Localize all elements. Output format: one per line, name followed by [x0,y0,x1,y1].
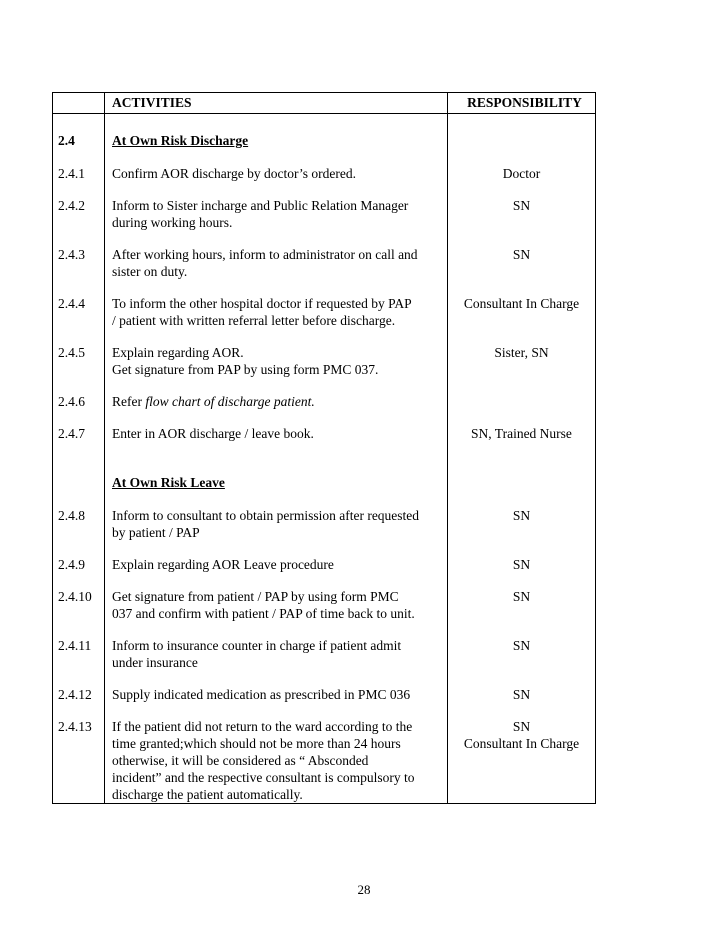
responsibility-text: Consultant In Charge [463,736,580,751]
activity-line: Get signature from patient / PAP by using form PMC [112,589,399,604]
responsibility-text: SN [512,638,531,653]
responsibility-cell [448,588,596,622]
table-row [53,556,596,573]
activity-line: Inform to consultant to obtain permission after requested [112,508,420,523]
section-title: At Own Risk Leave [105,474,448,491]
table-row [53,165,596,182]
responsibility-cell [448,507,596,541]
activity-line: during working hours. [112,215,233,230]
activity-text [105,393,448,410]
responsibility-cell [448,197,596,231]
activity-line: Inform to insurance counter in charge if patient admit [112,638,402,653]
activity-line: To inform the other hospital doctor if requested by PAP [112,296,412,311]
table-row [53,197,596,231]
activity-line: After working hours, inform to administrator on call and [112,247,418,262]
activity-line: Supply indicated medication as prescribed in PMC 036 [112,687,411,702]
table-row [53,425,596,442]
table-row [53,393,596,410]
activity-text [105,165,448,182]
section-number: 2.4 [53,132,105,149]
item-number: 2.4.2 [53,197,105,231]
page-number: 28 [357,882,371,897]
flow-chart-reference: flow chart of discharge patient. [145,394,315,409]
responsibility-text: Sister, SN [494,345,549,360]
section-row-aor-leave [53,474,596,491]
table-row [53,686,596,703]
item-number: 2.4.9 [53,556,105,573]
activity-text [105,588,448,622]
activity-prefix: Refer [112,394,146,409]
header-number [53,93,105,114]
responsibility-text: SN [512,589,531,604]
table-row [53,295,596,329]
activity-text [105,295,448,329]
activity-text [105,344,448,378]
table-row [53,507,596,541]
activity-line: Confirm AOR discharge by doctor’s ordered. [112,166,356,181]
activity-text [105,637,448,671]
responsibility-text: SN [512,247,531,262]
table-row [53,718,596,804]
responsibility-text: SN [512,198,531,213]
item-number: 2.4.6 [53,393,105,410]
item-number: 2.4.10 [53,588,105,622]
responsibility-cell [448,165,596,182]
responsibility-text: Consultant In Charge [463,296,580,311]
procedure-table [52,92,596,804]
activity-line: If the patient did not return to the ward according to the [112,719,413,734]
section-number [53,474,105,491]
responsibility-cell [448,686,596,703]
responsibility-text: Doctor [502,166,541,181]
responsibility-cell [448,637,596,671]
responsibility-cell [448,246,596,280]
item-number: 2.4.12 [53,686,105,703]
table-row [53,588,596,622]
activity-text [105,197,448,231]
activity-line: sister on duty. [112,264,188,279]
responsibility-text: SN [512,508,531,523]
responsibility-cell [448,295,596,329]
responsibility-cell [448,556,596,573]
item-number: 2.4.7 [53,425,105,442]
responsibility-text [448,393,596,410]
activity-text [105,507,448,541]
activity-text [105,718,448,804]
activity-line: Inform to Sister incharge and Public Relation Manager [112,198,409,213]
item-number: 2.4.8 [53,507,105,541]
activity-line: under insurance [112,655,198,670]
responsibility-text: SN [512,719,531,734]
activity-text: Enter in AOR discharge / leave book. [105,425,448,442]
item-number: 2.4.1 [53,165,105,182]
item-number: 2.4.13 [53,718,105,804]
header-activities: ACTIVITIES [105,93,448,114]
activity-line: otherwise, it will be considered as “ Absconded [112,753,369,768]
table-row [53,637,596,671]
item-number: 2.4.5 [53,344,105,378]
header-responsibility: RESPONSIBILITY [448,93,596,114]
item-number: 2.4.11 [53,637,105,671]
responsibility-cell [448,344,596,378]
section-title: At Own Risk Discharge [105,132,448,149]
section-row-aor-discharge [53,132,596,149]
responsibility-text: SN, Trained Nurse [448,425,596,442]
table-row [53,246,596,280]
responsibility-cell [448,718,596,804]
activity-line: by patient / PAP [112,525,200,540]
responsibility-text: SN [512,687,531,702]
responsibility-text: SN [512,557,531,572]
table-header [53,93,596,114]
activity-line: time granted;which should not be more than 24 hours [112,736,401,751]
item-number: 2.4.4 [53,295,105,329]
activity-line: Explain regarding AOR. [112,345,244,360]
table-row [53,344,596,378]
activity-line: 037 and confirm with patient / PAP of time back to unit. [112,606,415,621]
activity-text [105,556,448,573]
activity-line: Get signature from PAP by using form PMC 037. [112,362,379,377]
activity-text [105,686,448,703]
activity-line: Explain regarding AOR Leave procedure [112,557,334,572]
activity-line: / patient with written referral letter before discharge. [112,313,396,328]
activity-text [105,246,448,280]
item-number: 2.4.3 [53,246,105,280]
activity-line: discharge the patient automatically. [112,787,303,802]
activity-line: incident” and the respective consultant is compulsory to [112,770,415,785]
